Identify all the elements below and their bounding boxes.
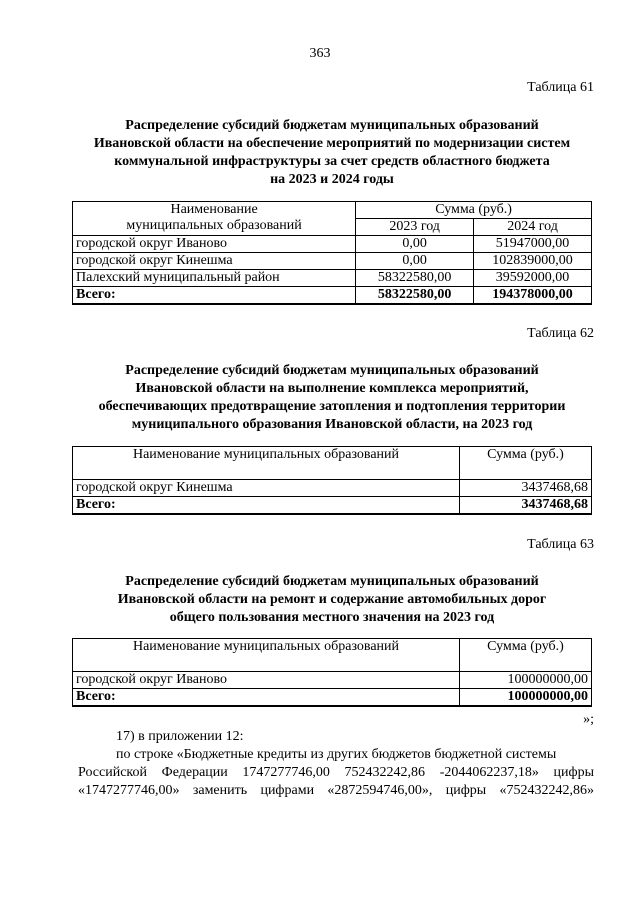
table-62-header-sum: Сумма (руб.): [460, 447, 592, 480]
table-61: [72, 201, 592, 305]
table-61-label: Таблица 61: [527, 80, 594, 95]
paragraph-line: Российской Федерации 1747277746,00 752432242,86 -2044062237,18» цифры: [78, 765, 594, 780]
table-62-title: Распределение субсидий бюджетам муниципальных образований Ивановской области на выполнение комплекса мероприятий, обеспечивающих предотвращение затопления и подтопления территории муниципального образования Ивановской области, на 2023 год: [98, 363, 566, 432]
row-2023: 0,00: [356, 253, 474, 270]
table-63-label: Таблица 63: [527, 537, 594, 552]
table-61-header-name: Наименование муниципальных образований: [73, 202, 356, 236]
table-62: [72, 446, 592, 515]
row-value: 3437468,68: [460, 480, 592, 497]
row-name: Палехский муниципальный район: [73, 270, 356, 287]
total-label: Всего:: [73, 689, 460, 707]
row-name: городской округ Иваново: [73, 672, 460, 689]
closing-quote: »;: [583, 712, 594, 727]
paragraph-line: 17) в приложении 12:: [116, 729, 244, 744]
table-row: [73, 270, 592, 287]
table-62-header-name: Наименование муниципальных образований: [73, 447, 460, 480]
row-value: 100000000,00: [460, 672, 592, 689]
total-value: 100000000,00: [460, 689, 592, 707]
table-row: [73, 253, 592, 270]
total-2023: 58322580,00: [356, 287, 474, 305]
table-62-label: Таблица 62: [527, 326, 594, 341]
table-63: [72, 638, 592, 707]
page-number: 363: [309, 46, 331, 61]
amendment-paragraph: [78, 728, 594, 800]
total-2024: 194378000,00: [474, 287, 592, 305]
table-61-header-2024: 2024 год: [474, 219, 592, 236]
table-row: [73, 672, 592, 689]
table-61-header-2023: 2023 год: [356, 219, 474, 236]
table-63-title: Распределение субсидий бюджетам муниципальных образований Ивановской области на ремонт и содержание автомобильных дорог общего пользования местного значения на 2023 год: [117, 574, 547, 625]
total-value: 3437468,68: [460, 497, 592, 515]
row-name: городской округ Кинешма: [73, 480, 460, 497]
row-2024: 102839000,00: [474, 253, 592, 270]
row-2023: 58322580,00: [356, 270, 474, 287]
row-2024: 51947000,00: [474, 236, 592, 253]
paragraph-line: «1747277746,00» заменить цифрами «2872594746,00», цифры «752432242,86»: [78, 783, 594, 798]
row-name: городской округ Иваново: [73, 236, 356, 253]
total-label: Всего:: [73, 497, 460, 515]
row-2024: 39592000,00: [474, 270, 592, 287]
table-61-header-sum: Сумма (руб.): [356, 202, 592, 219]
row-name: городской округ Кинешма: [73, 253, 356, 270]
table-row: [73, 480, 592, 497]
total-row: [73, 689, 592, 707]
total-label: Всего:: [73, 287, 356, 305]
paragraph-line: по строке «Бюджетные кредиты из других бюджетов бюджетной системы: [116, 747, 557, 762]
row-2023: 0,00: [356, 236, 474, 253]
total-row: [73, 497, 592, 515]
table-63-header-sum: Сумма (руб.): [460, 639, 592, 672]
table-63-header-name: Наименование муниципальных образований: [73, 639, 460, 672]
table-row: [73, 236, 592, 253]
table-61-title: Распределение субсидий бюджетам муниципальных образований Ивановской области на обеспечение мероприятий по модернизации систем коммунальной инфраструктуры за счет средств областного бюджета на 2023 и 2024 годы: [93, 118, 571, 187]
total-row: [73, 287, 592, 305]
